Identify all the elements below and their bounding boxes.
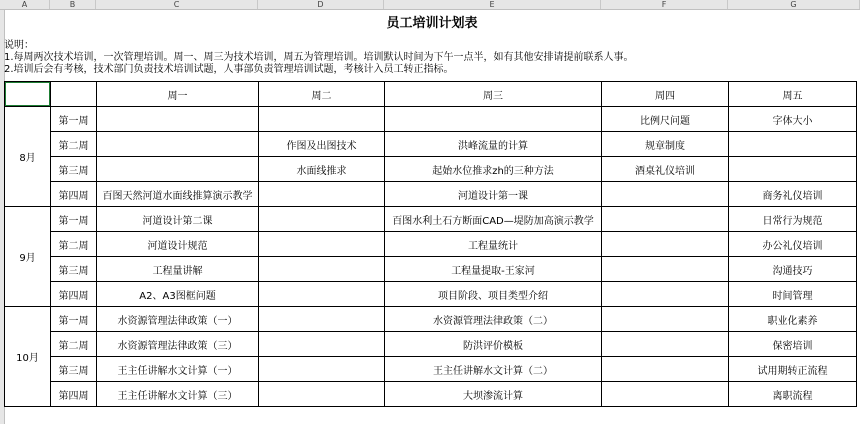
- month-cell[interactable]: 8月: [5, 107, 51, 207]
- table-row: [5, 282, 857, 307]
- fri-cell[interactable]: [729, 157, 857, 182]
- fri-cell[interactable]: 办公礼仪培训: [729, 232, 857, 257]
- fri-cell[interactable]: 时间管理: [729, 282, 857, 307]
- mon-cell[interactable]: 王主任讲解水文计算（一）: [97, 357, 259, 382]
- table-row: [5, 207, 857, 232]
- notes-line-2[interactable]: 2.培训后会有考核，技术部门负责技术培训试题，人事部负责管理培训试题，考核计入员工转正指标。: [4, 64, 454, 75]
- notes-line-1[interactable]: 1.每周两次技术培训，一次管理培训。周一、周三为技术培训，周五为管理培训。培训默认时间为下午一点半，如有其他安排请提前联系人事。: [4, 52, 634, 63]
- thu-cell[interactable]: [602, 257, 729, 282]
- tue-cell[interactable]: [259, 332, 385, 357]
- tue-cell[interactable]: [259, 257, 385, 282]
- week-cell[interactable]: 第四周: [51, 182, 97, 207]
- table-row: [5, 257, 857, 282]
- thu-cell[interactable]: [602, 232, 729, 257]
- mon-cell[interactable]: [97, 157, 259, 182]
- thu-cell[interactable]: 规章制度: [602, 132, 729, 157]
- wed-cell[interactable]: 百图水利土石方断面CAD—堤防加高演示教学: [385, 207, 602, 232]
- table-row: [5, 357, 857, 382]
- wed-cell[interactable]: 工程量统计: [385, 232, 602, 257]
- week-cell[interactable]: 第四周: [51, 282, 97, 307]
- fri-cell[interactable]: 日常行为规范: [729, 207, 857, 232]
- table-row: [5, 307, 857, 332]
- thu-cell[interactable]: 比例尺问题: [602, 107, 729, 132]
- tue-cell[interactable]: [259, 232, 385, 257]
- week-cell[interactable]: 第一周: [51, 307, 97, 332]
- column-header-a[interactable]: A: [0, 0, 50, 9]
- mon-cell[interactable]: 工程量讲解: [97, 257, 259, 282]
- wed-cell[interactable]: 王主任讲解水文计算（二）: [385, 357, 602, 382]
- column-header-bar: [0, 0, 860, 10]
- header-cell-wed[interactable]: 周三: [385, 82, 602, 107]
- column-header-d[interactable]: D: [258, 0, 384, 9]
- schedule-table: [4, 81, 857, 407]
- week-cell[interactable]: 第三周: [51, 157, 97, 182]
- mon-cell[interactable]: [97, 107, 259, 132]
- fri-cell[interactable]: 沟通技巧: [729, 257, 857, 282]
- column-header-e[interactable]: E: [384, 0, 601, 9]
- tue-cell[interactable]: [259, 207, 385, 232]
- header-row: [5, 82, 857, 107]
- mon-cell[interactable]: 王主任讲解水文计算（三）: [97, 382, 259, 407]
- wed-cell[interactable]: 起始水位推求zh的三种方法: [385, 157, 602, 182]
- header-cell-tue[interactable]: 周二: [259, 82, 385, 107]
- notes-block: [4, 40, 860, 76]
- wed-cell[interactable]: 河道设计第一课: [385, 182, 602, 207]
- wed-cell[interactable]: 工程量提取-王家河: [385, 257, 602, 282]
- fri-cell[interactable]: 职业化素养: [729, 307, 857, 332]
- thu-cell[interactable]: [602, 282, 729, 307]
- table-row: [5, 132, 857, 157]
- mon-cell[interactable]: 河道设计规范: [97, 232, 259, 257]
- fri-cell[interactable]: 保密培训: [729, 332, 857, 357]
- mon-cell[interactable]: 水资源管理法律政策（一）: [97, 307, 259, 332]
- fri-cell[interactable]: [729, 132, 857, 157]
- wed-cell[interactable]: 洪峰流量的计算: [385, 132, 602, 157]
- table-row: [5, 382, 857, 407]
- thu-cell[interactable]: [602, 307, 729, 332]
- mon-cell[interactable]: 水资源管理法律政策（三）: [97, 332, 259, 357]
- table-row: [5, 182, 857, 207]
- mon-cell[interactable]: 百图天然河道水面线推算演示教学: [97, 182, 259, 207]
- mon-cell[interactable]: [97, 132, 259, 157]
- table-row: [5, 232, 857, 257]
- table-row: [5, 157, 857, 182]
- wed-cell[interactable]: [385, 107, 602, 132]
- tue-cell[interactable]: [259, 282, 385, 307]
- mon-cell[interactable]: A2、A3图框问题: [97, 282, 259, 307]
- week-cell[interactable]: 第三周: [51, 257, 97, 282]
- fri-cell[interactable]: 字体大小: [729, 107, 857, 132]
- wed-cell[interactable]: 项目阶段、项目类型介绍: [385, 282, 602, 307]
- tue-cell[interactable]: [259, 357, 385, 382]
- week-cell[interactable]: 第一周: [51, 107, 97, 132]
- sheet-title[interactable]: 员工培训计划表: [386, 16, 478, 31]
- table-row: [5, 332, 857, 357]
- week-cell[interactable]: 第二周: [51, 232, 97, 257]
- table-row: [5, 107, 857, 132]
- month-cell[interactable]: 10月: [5, 307, 51, 407]
- week-cell[interactable]: 第二周: [51, 332, 97, 357]
- thu-cell[interactable]: [602, 332, 729, 357]
- mon-cell[interactable]: 河道设计第二课: [97, 207, 259, 232]
- week-cell[interactable]: 第四周: [51, 382, 97, 407]
- tue-cell[interactable]: [259, 182, 385, 207]
- wed-cell[interactable]: 水资源管理法律政策（二）: [385, 307, 602, 332]
- tue-cell[interactable]: 水面线推求: [259, 157, 385, 182]
- wed-cell[interactable]: 防洪评价模板: [385, 332, 602, 357]
- thu-cell[interactable]: 酒桌礼仪培训: [602, 157, 729, 182]
- column-header-g[interactable]: G: [728, 0, 860, 9]
- thu-cell[interactable]: [602, 357, 729, 382]
- wed-cell[interactable]: 大坝渗流计算: [385, 382, 602, 407]
- week-cell[interactable]: 第一周: [51, 207, 97, 232]
- thu-cell[interactable]: [602, 382, 729, 407]
- thu-cell[interactable]: [602, 207, 729, 232]
- header-cell-week[interactable]: [51, 82, 97, 107]
- week-cell[interactable]: 第二周: [51, 132, 97, 157]
- tue-cell[interactable]: 作图及出图技术: [259, 132, 385, 157]
- column-header-b[interactable]: B: [50, 0, 96, 9]
- fri-cell[interactable]: 离职流程: [729, 382, 857, 407]
- header-cell-thu[interactable]: 周四: [602, 82, 729, 107]
- column-header-f[interactable]: F: [601, 0, 728, 9]
- month-cell[interactable]: 9月: [5, 207, 51, 307]
- fri-cell[interactable]: 试用期转正流程: [729, 357, 857, 382]
- notes-heading[interactable]: 说明：: [4, 40, 34, 51]
- thu-cell[interactable]: [602, 182, 729, 207]
- fri-cell[interactable]: 商务礼仪培训: [729, 182, 857, 207]
- header-cell-month[interactable]: [5, 82, 51, 107]
- header-cell-fri[interactable]: 周五: [729, 82, 857, 107]
- tue-cell[interactable]: [259, 382, 385, 407]
- column-header-c[interactable]: C: [96, 0, 258, 9]
- tue-cell[interactable]: [259, 307, 385, 332]
- week-cell[interactable]: 第三周: [51, 357, 97, 382]
- tue-cell[interactable]: [259, 107, 385, 132]
- header-cell-mon[interactable]: 周一: [97, 82, 259, 107]
